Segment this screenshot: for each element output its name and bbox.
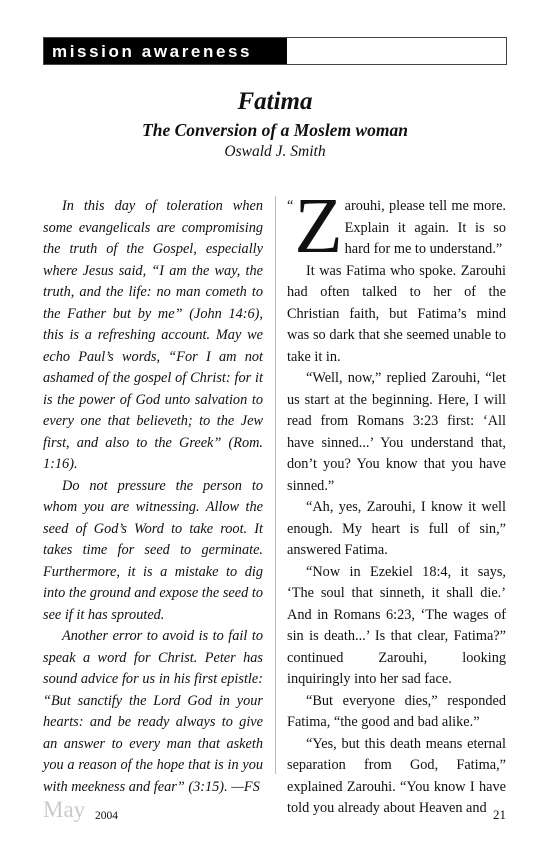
article-subtitle: The Conversion of a Moslem woman [142,120,408,140]
story-paragraph: “Ah, yes, Zarouhi, I know it well enough. My heart is full of sin,” answered Fatima. [287,499,506,558]
column-divider [275,196,276,774]
intro-column [43,196,263,798]
story-paragraph: “Yes, but this death means eternal separation from God, Fatima,” explained Zarouhi. “You know I have told you already about Heaven and [287,735,506,816]
article-title: Fatima [237,88,313,115]
footer-month: May [43,797,86,822]
lead-text: arouhi, please tell me more. Explain it again. It is so hard for me to understand.” [344,198,506,257]
story-paragraph: “But everyone dies,” responded Fatima, “the good and bad alike.” [287,692,506,730]
page-number: 21 [493,807,506,822]
intro-paragraph: Do not pressure the person to whom you are witnessing. Allow the seed of God’s Word to take root. It takes time for seed to germinate. Furthermore, it is a mistake to dig into the ground and expose the seed to see if it has sprouted. [43,477,263,623]
section-label: mission awareness [44,38,287,64]
section-banner [43,37,507,65]
story-column [287,183,506,820]
lead-paragraph [287,183,506,270]
story-paragraph: “Well, now,” replied Zarouhi, “let us start at the beginning. Here, I will read from Romans 3:23 first: ‘All have sinned...’ You understand that, don’t you? You know that you have sinned.” [287,370,506,494]
footer-year: 2004 [95,810,118,822]
intro-paragraph: In this day of toleration when some evangelicals are compromising the truth of the Gospel, especially where Jesus said, “I am the way, the truth, and the life: no man cometh to the Father but by me” (John 14:6), this is a refreshing account. May we echo Paul’s words, “For I am not ashamed of the gospel of Christ: for it is the power of God unto salvation to every one that believeth; to the Jew first, and also to the Greek” (Rom. 1:16). [43,198,263,472]
article-author: Oswald J. Smith [224,143,326,160]
drop-cap: Z [294,183,343,270]
intro-paragraph: Another error to avoid is to fail to speak a word for Christ. Peter has sound advice for us in his first epistle: “But sanctify the Lord God in your hearts: and be ready always to give an answer to every man that asketh you a reason of the hope that is in you with meekness and fear” (3:15). —FS [43,628,263,795]
story-paragraph: It was Fatima who spoke. Zarouhi had often talked to her of the Christian faith, but Fatima’s mind was so dark that she seemed unable to take it in. [287,262,506,365]
opening-quote-mark: “ [287,198,294,214]
story-paragraph: “Now in Ezekiel 18:4, it says, ‘The soul that sinneth, it shall die.’ And in Romans 6:23, ‘The wages of sin is death...’ Is that clear, Fatima?” continued Zarouhi, looking inquiringly into her sad face. [287,563,506,687]
